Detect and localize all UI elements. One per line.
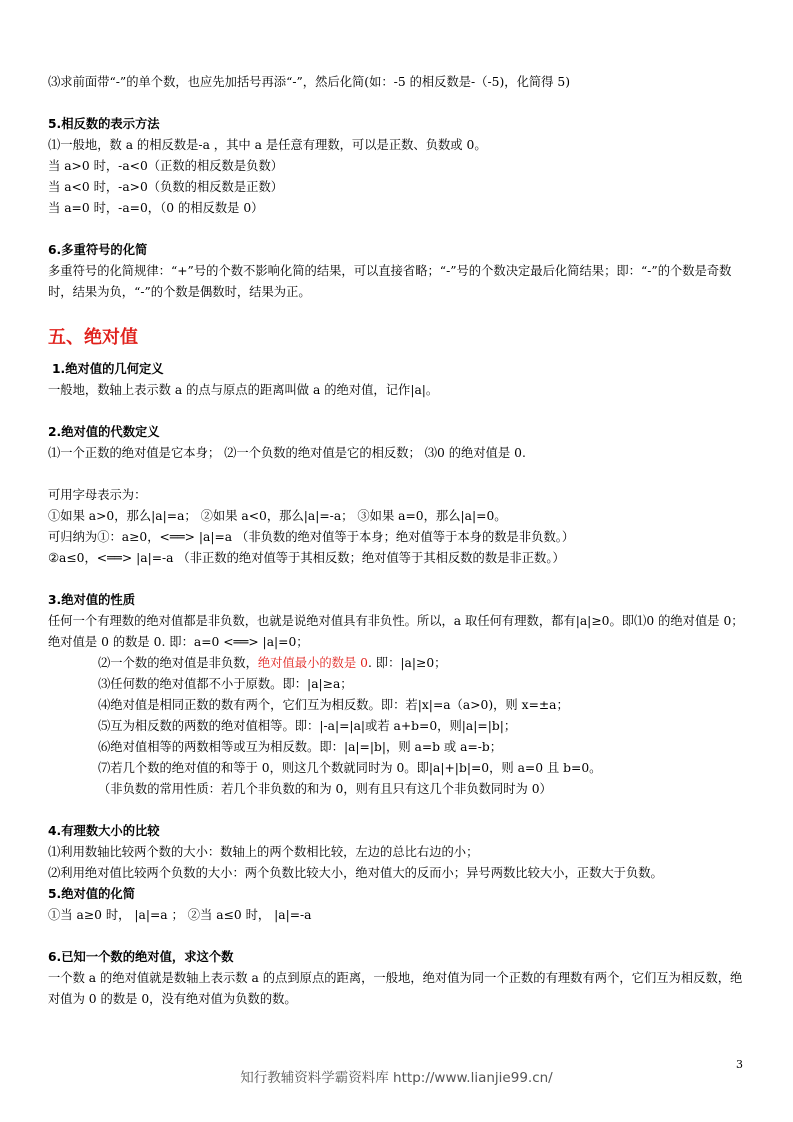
- s5-line: 当 a=0 时，-a=0，（0 的相反数是 0）: [48, 201, 264, 215]
- s5-line: 当 a>0 时，-a<0（正数的相反数是负数）: [48, 159, 284, 173]
- intro-line: ⑶求前面带“-”的单个数，也应先加括号再添“-”，然后化简(如：-5 的相反数是-（-5)，化简得 5): [48, 75, 570, 89]
- abs5-title: 5.绝对值的化简: [48, 887, 136, 901]
- abs2-title: 2.绝对值的代数定义: [48, 425, 160, 439]
- abs3-item: ⑸互为相反数的两数的绝对值相等。即：|-a|=|a|或若 a+b=0，则|a|=|b|；: [98, 719, 517, 733]
- abs3-item: ⑹绝对值相等的两数相等或互为相反数。即：|a|=|b|，则 a=b 或 a=-b；: [98, 740, 503, 754]
- abs5-line: ①当 a≥0 时， |a|=a ； ②当 a≤0 时， |a|=-a: [48, 908, 312, 922]
- abs6-title: 6.已知一个数的绝对值，求这个数: [48, 950, 234, 964]
- document-page: [48, 72, 753, 1010]
- abs4-line: ⑵利用绝对值比较两个负数的大小：两个负数比较大小，绝对值大的反而小；异号两数比较大小，正数大于负数。: [48, 866, 663, 880]
- abs4-title: 4.有理数大小的比较: [48, 824, 160, 838]
- abs3-item: ⑺若几个数的绝对值的和等于 0，则这几个数就同时为 0。即|a|+|b|=0，则 a=0 且 b=0。: [98, 761, 602, 775]
- abs-properties: [48, 590, 753, 800]
- s5-line: 当 a<0 时，-a>0（负数的相反数是正数）: [48, 180, 284, 194]
- abs3-item: （非负数的常用性质：若几个非负数的和为 0，则有且只有这几个非负数同时为 0）: [98, 782, 552, 796]
- abs3-item: ⑷绝对值是相同正数的数有两个，它们互为相反数。即：若|x|=a（a>0)，则 x=±a；: [98, 698, 569, 712]
- s5-line: ⑴一般地，数 a 的相反数是-a ，其中 a 是任意有理数，可以是正数、负数或 0。: [48, 138, 487, 152]
- abs3-title: 3.绝对值的性质: [48, 593, 136, 607]
- abs2-line: ②a≤0，<══> |a|=-a （非正数的绝对值等于其相反数；绝对值等于其相反数的数是非正数。）: [48, 551, 565, 565]
- abs-geometric-definition: [48, 359, 753, 401]
- abs2-line: ⑴一个正数的绝对值是它本身； ⑵一个负数的绝对值是它的相反数； ⑶0 的绝对值是 0.: [48, 446, 526, 460]
- abs-simplification: [48, 884, 753, 926]
- abs3-item: ⑶任何数的绝对值都不小于原数。即：|a|≥a；: [98, 677, 353, 691]
- abs4-line: ⑴利用数轴比较两个数的大小：数轴上的两个数相比较，左边的总比右边的小；: [48, 845, 479, 859]
- find-number-from-abs: [48, 947, 753, 1010]
- abs6-body: 一个数 a 的绝对值就是数轴上表示数 a 的点到原点的距离，一般地，绝对值为同一个正数的有理数有两个，它们互为相反数，绝对值为 0 的数是 0，没有绝对值为负数的数。: [48, 971, 743, 1006]
- abs1-body: 一般地，数轴上表示数 a 的点与原点的距离叫做 a 的绝对值，记作|a|。: [48, 383, 439, 397]
- abs2-line: 可归纳为①：a≥0，<══> |a|=a （非负数的绝对值等于本身；绝对值等于本身的数是非负数。）: [48, 530, 575, 544]
- section-title-absolute-value: 五、绝对值: [48, 327, 138, 348]
- abs3-item2-highlight: 绝对值最小的数是 0: [257, 656, 368, 670]
- s6-title: 6.多重符号的化简: [48, 243, 148, 257]
- abs3-item2-pre: ⑵一个数的绝对值是非负数，: [98, 656, 258, 670]
- footer-watermark: 知行教辅资料学霸资料库 http://www.lianjie99.cn/: [240, 1070, 553, 1086]
- s6-body: 多重符号的化简规律：“+”号的个数不影响化简的结果，可以直接省略；“-”号的个数决定最后化简结果；即：“-”的个数是奇数时，结果为负，“-”的个数是偶数时，结果为正。: [48, 264, 732, 299]
- abs3-body: 任何一个有理数的绝对值都是非负数，也就是说绝对值具有非负性。所以，a 取任何有理数，都有|a|≥0。即⑴0 的绝对值是 0；绝对值是 0 的数是 0. 即：a=0 <══> |a|=0；: [48, 614, 744, 649]
- abs-algebraic-definition: [48, 422, 753, 569]
- section-6-multiple-signs: [48, 240, 753, 303]
- abs3-item2-post: . 即：|a|≥0；: [367, 656, 447, 670]
- rational-number-comparison: [48, 821, 753, 884]
- s5-title: 5.相反数的表示方法: [48, 117, 160, 131]
- page-number: 3: [736, 1058, 743, 1071]
- abs2-line: ①如果 a>0，那么|a|=a； ②如果 a<0，那么|a|=-a； ③如果 a=0，那么|a|=0。: [48, 509, 507, 523]
- abs2-line: 可用字母表示为：: [48, 488, 147, 502]
- section-5-opposite-notation: [48, 114, 753, 219]
- abs3-item: [48, 653, 753, 674]
- abs1-title: 1.绝对值的几何定义: [52, 362, 164, 376]
